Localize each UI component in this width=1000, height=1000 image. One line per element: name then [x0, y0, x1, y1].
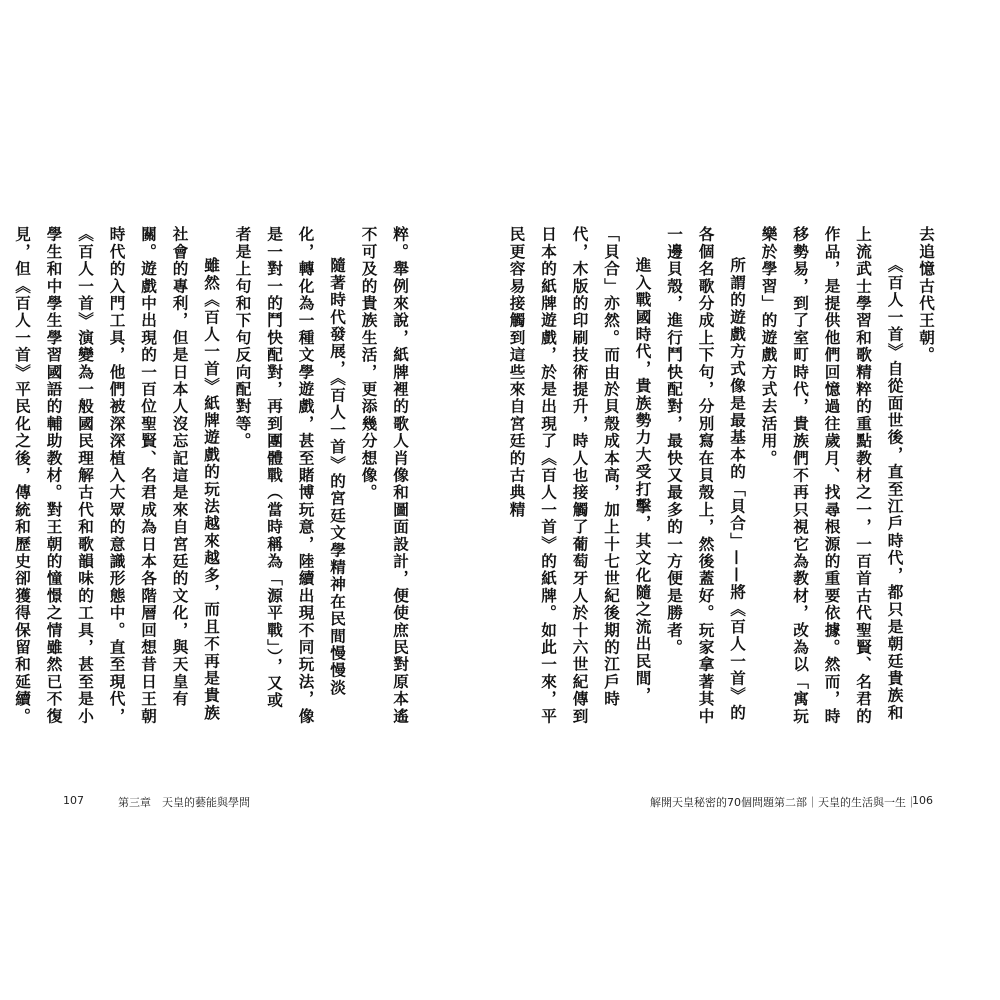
paragraph: 進入戰國時代，貴族勢力大受打擊，其文化隨之流出民間，「貝合」亦然。而由於貝殼成本高，加上十七世紀後期的江戶時代，木版的印刷技術提升，時人也接觸了葡萄牙人於十六世紀傳到日本的紙牌遊戲，於是出現了《百人一首》的紙牌。如此一來，平民更容易接觸到這些來自宮廷的古典精	[507, 226, 653, 725]
page-number-right: 106	[912, 794, 933, 807]
left-page-body	[13, 226, 416, 726]
page-number-left: 107	[63, 794, 84, 807]
paragraph: 去追憶古代王朝。	[917, 226, 936, 364]
running-head-right: 解開天皇秘密的70個問題第二部｜天皇的生活與一生｜	[650, 796, 917, 809]
paragraph: 隨著時代發展，《百人一首》的宮廷文學精神在民間慢慢淡化，轉化為一種文學遊戲，甚至賭博玩意，陸續出現不同玩法，像是一對一的鬥快配對，再到團體戰（當時稱為「源平戰」），又或者是上句和下句反向配對等。	[233, 226, 347, 725]
paragraph: 《百人一首》自從面世後，直至江戶時代，都只是朝廷貴族和上流武士學習和歌精粹的重點教材之一，一百首古代聖賢、名君的作品，是提供他們回憶過往歲月、找尋根源的重要依據。然而，時移勢易，到了室町時代，貴族們不再只視它為教材，改為以「寓玩樂於學習」的遊戲方式去活用。	[759, 226, 905, 725]
paragraph: 所謂的遊戲方式像是最基本的「貝合」——將《百人一首》的各個名歌分成上下句，分別寫在貝殼上，然後蓋好。玩家拿著其中一邊貝殼，進行鬥快配對，最快又最多的一方便是勝者。	[665, 226, 747, 725]
right-page	[500, 0, 1000, 1000]
right-page-body	[507, 226, 942, 726]
running-head-left: 第三章 天皇的藝能與學問	[118, 796, 250, 809]
paragraph: 粹。舉例來說，紙牌裡的歌人肖像和圖面設計，便使庶民對原本遙不可及的貴族生活，更添幾分想像。	[359, 226, 410, 725]
paragraph: 雖然《百人一首》紙牌遊戲的玩法越來越多，而且不再是貴族社會的專利，但是日本人沒忘記這是來自宮廷的文化，與天皇有關。遊戲中出現的一百位聖賢、名君成為日本各階層回想昔日王朝時代的入門工具，他們被深深植入大眾的意識形態中。直至現代，《百人一首》演變為一般國民理解古代和歌韻味的工具，甚至是小學生和中學生學習國語的輔助教材。對王朝的憧憬之情雖然已不復見，但《百人一首》平民化之後，傳統和歷史卻獲得保留和延續。	[13, 226, 221, 725]
